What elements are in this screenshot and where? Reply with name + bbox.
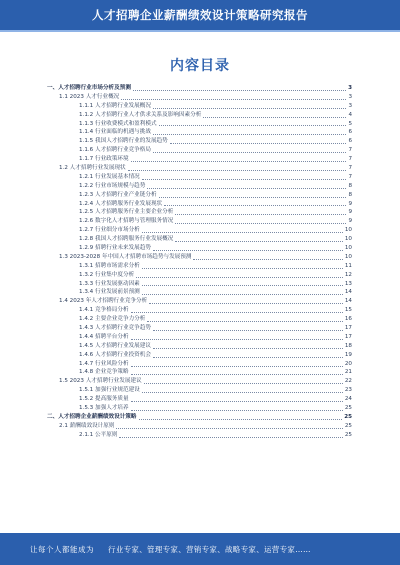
toc-entry[interactable] xyxy=(47,244,352,253)
toc-entry[interactable] xyxy=(47,253,352,262)
toc-leader-dots xyxy=(193,259,342,260)
toc-leader-dots xyxy=(116,428,342,429)
toc-entry-title: 2.1 薪酬绩效设计原则 xyxy=(59,422,115,429)
toc-entry-page: 17 xyxy=(344,325,352,332)
footer-roles: 行业专家、管理专家、营销专家、战略专家、运营专家…… xyxy=(108,544,311,554)
toc-leader-dots xyxy=(131,366,343,367)
toc-entry[interactable] xyxy=(47,431,352,440)
toc-leader-dots xyxy=(142,392,343,393)
toc-leader-dots xyxy=(149,303,343,304)
toc-entry[interactable] xyxy=(47,262,352,271)
toc-entry-page: 7 xyxy=(348,147,352,154)
toc-entry-title: 1.2.6 数字化人才招聘与管理服务情况 xyxy=(79,218,174,225)
toc-entry-page: 3 xyxy=(348,84,352,91)
toc-entry-title: 1.1 2023 人才行业概况 xyxy=(59,93,120,100)
toc-leader-dots xyxy=(133,90,346,91)
toc-entry-page: 25 xyxy=(344,405,352,412)
toc-leader-dots xyxy=(139,419,343,420)
toc-entry[interactable] xyxy=(47,422,352,431)
footer-slogan: 让每个人都能成为 xyxy=(30,544,94,554)
toc-entry[interactable] xyxy=(47,395,352,404)
toc-leader-dots xyxy=(136,277,343,278)
toc-entry-title: 1.5.3 加强人才培养 xyxy=(79,405,129,412)
toc-leader-dots xyxy=(153,152,346,153)
toc-entry-title: 1.4.6 人才招聘行业投资机会 xyxy=(79,351,151,358)
toc-leader-dots xyxy=(131,410,343,411)
toc-entry[interactable] xyxy=(47,217,352,226)
toc-entry[interactable] xyxy=(47,404,352,413)
toc-leader-dots xyxy=(131,312,343,313)
toc-leader-dots xyxy=(159,125,347,126)
toc-entry-title: 1.1.4 行业面临的机遇与挑战 xyxy=(79,129,151,136)
toc-entry-title: 1.2.2 行业市场规模与趋势 xyxy=(79,182,146,189)
toc-entry-title: 1.4.2 主要企业竞争力分析 xyxy=(79,316,146,323)
toc-entry[interactable] xyxy=(47,102,352,111)
toc-entry-page: 9 xyxy=(348,200,352,207)
toc-entry[interactable] xyxy=(47,182,352,191)
toc-entry-title: 二、人才招聘企业薪酬绩效设计策略 xyxy=(47,413,137,420)
toc-entry[interactable] xyxy=(47,271,352,280)
toc-leader-dots xyxy=(175,214,346,215)
toc-entry-page: 9 xyxy=(348,218,352,225)
toc-leader-dots xyxy=(142,268,343,269)
toc-leader-dots xyxy=(159,197,347,198)
toc-entry[interactable] xyxy=(47,235,352,244)
toc-entry-page: 10 xyxy=(344,236,352,243)
toc-entry-title: 1.4.5 人才招聘行业发展建议 xyxy=(79,342,151,349)
toc-entry-title: 1.2.9 招聘行业未来发展趋势 xyxy=(79,245,151,252)
toc-leader-dots xyxy=(175,241,343,242)
toc-entry-page: 5 xyxy=(348,120,352,127)
toc-entry-page: 25 xyxy=(344,413,352,420)
toc-leader-dots xyxy=(128,170,347,171)
toc-leader-dots xyxy=(131,161,347,162)
toc-entry[interactable] xyxy=(47,200,352,209)
toc-entry[interactable] xyxy=(47,351,352,360)
toc-entry-page: 25 xyxy=(344,431,352,438)
toc-entry-title: 1.4.3 人才招聘行业竞争趋势 xyxy=(79,325,151,332)
toc-entry-title: 1.1.1 人才招聘行业发展概况 xyxy=(79,102,151,109)
toc-entry-page: 9 xyxy=(348,209,352,216)
toc-entry-title: 1.5.1 加强行业规范建设 xyxy=(79,387,140,394)
page-footer xyxy=(0,533,400,565)
toc-entry-title: 1.2.1 行业发展基本情况 xyxy=(79,173,140,180)
toc-leader-dots xyxy=(153,330,343,331)
toc-entry[interactable] xyxy=(47,111,352,120)
toc-entry[interactable] xyxy=(47,386,352,395)
toc-entry-title: 1.1.7 行业政策环境 xyxy=(79,156,129,163)
toc-entry[interactable] xyxy=(47,164,352,173)
toc-entry[interactable] xyxy=(47,137,352,146)
toc-entry-page: 10 xyxy=(344,253,352,260)
toc-entry-page: 3 xyxy=(348,102,352,109)
toc-leader-dots xyxy=(153,250,343,251)
toc-entry-title: 1.3 2023-2028 年中国人才招聘市场趋势与发展预测 xyxy=(59,253,192,260)
toc-entry[interactable] xyxy=(47,120,352,129)
toc-entry-page: 8 xyxy=(348,191,352,198)
toc-entry[interactable] xyxy=(47,377,352,386)
toc-entry-title: 1.3.2 行业集中度分析 xyxy=(79,271,135,278)
toc-entry-title: 1.4.1 竞争格局分析 xyxy=(79,307,129,314)
toc-entry-title: 1.5.2 提高服务质量 xyxy=(79,396,129,403)
toc-entry[interactable] xyxy=(47,360,352,369)
toc-entry-page: 13 xyxy=(344,280,352,287)
toc-entry[interactable] xyxy=(47,413,352,422)
toc-entry[interactable] xyxy=(47,369,352,378)
toc-entry-page: 7 xyxy=(348,156,352,163)
toc-leader-dots xyxy=(121,99,346,100)
toc-entry[interactable] xyxy=(47,280,352,289)
toc-entry-page: 4 xyxy=(348,111,352,118)
toc-entry[interactable] xyxy=(47,208,352,217)
toc-entry-page: 10 xyxy=(344,245,352,252)
toc-entry-page: 18 xyxy=(344,342,352,349)
toc-entry-title: 1.2.5 人才招聘服务行业主要企业分析 xyxy=(79,209,174,216)
toc-leader-dots xyxy=(147,321,343,322)
toc-entry-title: 1.2.8 我国人才招聘服务行业发展概况 xyxy=(79,236,174,243)
toc-entry-page: 10 xyxy=(344,227,352,234)
toc-leader-dots xyxy=(164,205,346,206)
toc-entry-title: 1.4.8 企业竞争策略 xyxy=(79,369,129,376)
toc-entry[interactable] xyxy=(47,288,352,297)
toc-entry-title: 1.2 人才招聘行业发展现状 xyxy=(59,165,126,171)
toc-entry-title: 1.3.4 行业发展前景预测 xyxy=(79,289,140,296)
toc-leader-dots xyxy=(142,232,343,233)
toc-entry[interactable] xyxy=(47,155,352,164)
toc-entry-page: 20 xyxy=(344,360,352,367)
toc-leader-dots xyxy=(144,383,343,384)
toc-entry[interactable] xyxy=(47,128,352,137)
toc-leader-dots xyxy=(119,437,342,438)
toc-leader-dots xyxy=(142,179,347,180)
toc-entry-title: 一、人才招聘行业市场分析及预测 xyxy=(47,84,131,91)
toc-entry[interactable] xyxy=(47,315,352,324)
toc-entry-page: 3 xyxy=(348,93,352,100)
toc-entry-title: 1.1.6 人才招聘行业竞争格局 xyxy=(79,147,151,154)
toc-entry-title: 1.1.2 人才招聘行业人才供求关系及影响因素分析 xyxy=(79,111,202,118)
toc-leader-dots xyxy=(131,339,343,340)
toc-entry[interactable] xyxy=(47,84,352,93)
toc-entry-page: 15 xyxy=(344,307,352,314)
toc-entry[interactable] xyxy=(47,191,352,200)
toc-entry-page: 23 xyxy=(344,387,352,394)
toc-entry[interactable] xyxy=(47,173,352,182)
toc-entry-page: 22 xyxy=(344,378,352,385)
toc-entry-page: 8 xyxy=(348,182,352,189)
toc-leader-dots xyxy=(153,134,346,135)
toc-entry-title: 1.4.4 招聘平台分析 xyxy=(79,333,129,340)
toc-entry-title: 1.4 2023 年人才招聘行业竞争分析 xyxy=(59,298,148,305)
toc-entry-page: 25 xyxy=(344,422,352,429)
toc-entry[interactable] xyxy=(47,297,352,306)
toc-entry-page: 6 xyxy=(348,138,352,145)
toc-entry-title: 1.2.7 行业细分市场分析 xyxy=(79,227,140,234)
toc-entry-title: 1.2.4 人才招聘服务行业发展现状 xyxy=(79,200,163,207)
report-title: 人才招聘企业薪酬绩效设计策略研究报告 xyxy=(92,8,308,22)
toc-entry[interactable] xyxy=(47,146,352,155)
table-of-contents xyxy=(47,84,352,532)
toc-entry-page: 6 xyxy=(348,129,352,136)
toc-entry[interactable] xyxy=(47,333,352,342)
toc-entry-title: 1.3.3 行业发展驱动因素 xyxy=(79,280,140,287)
toc-leader-dots xyxy=(170,143,347,144)
toc-entry-page: 14 xyxy=(344,289,352,296)
toc-entry-title: 1.4.7 行业风险分析 xyxy=(79,360,129,367)
toc-entry[interactable] xyxy=(47,324,352,333)
toc-entry-page: 14 xyxy=(344,298,352,305)
toc-leader-dots xyxy=(142,294,343,295)
toc-heading: 内容目录 xyxy=(170,58,230,74)
toc-entry[interactable] xyxy=(47,342,352,351)
toc-entry-title: 1.3.1 招聘市场需求分析 xyxy=(79,262,140,269)
toc-entry[interactable] xyxy=(47,306,352,315)
toc-entry-title: 1.2.3 人才招聘行业产业链分析 xyxy=(79,191,157,198)
page-header xyxy=(0,0,400,30)
toc-entry-page: 7 xyxy=(348,165,352,171)
toc-entry-page: 17 xyxy=(344,333,352,340)
toc-leader-dots xyxy=(203,117,346,118)
toc-leader-dots xyxy=(131,374,343,375)
toc-leader-dots xyxy=(153,357,343,358)
toc-leader-dots xyxy=(153,348,343,349)
toc-entry-page: 24 xyxy=(344,396,352,403)
toc-leader-dots xyxy=(153,108,346,109)
toc-leader-dots xyxy=(147,188,346,189)
toc-entry-page: 12 xyxy=(344,271,352,278)
toc-entry-page: 7 xyxy=(348,173,352,180)
header-divider xyxy=(0,30,400,32)
toc-leader-dots xyxy=(142,285,343,286)
toc-entry[interactable] xyxy=(47,93,352,102)
toc-entry-title: 1.5 2023 人才招聘行业发展建议 xyxy=(59,378,142,385)
toc-entry-page: 21 xyxy=(344,369,352,376)
toc-entry-page: 11 xyxy=(344,262,352,269)
toc-entry-page: 16 xyxy=(344,316,352,323)
toc-entry-title: 1.1.5 我国人才招聘行业的发展趋势 xyxy=(79,138,168,145)
toc-entry-page: 19 xyxy=(344,351,352,358)
toc-entry-title: 1.1.3 行业收费模式和盈利模式 xyxy=(79,120,157,127)
toc-entry[interactable] xyxy=(47,226,352,235)
toc-entry-title: 2.1.1 公平原则 xyxy=(79,431,118,438)
toc-leader-dots xyxy=(131,401,343,402)
toc-leader-dots xyxy=(175,223,346,224)
